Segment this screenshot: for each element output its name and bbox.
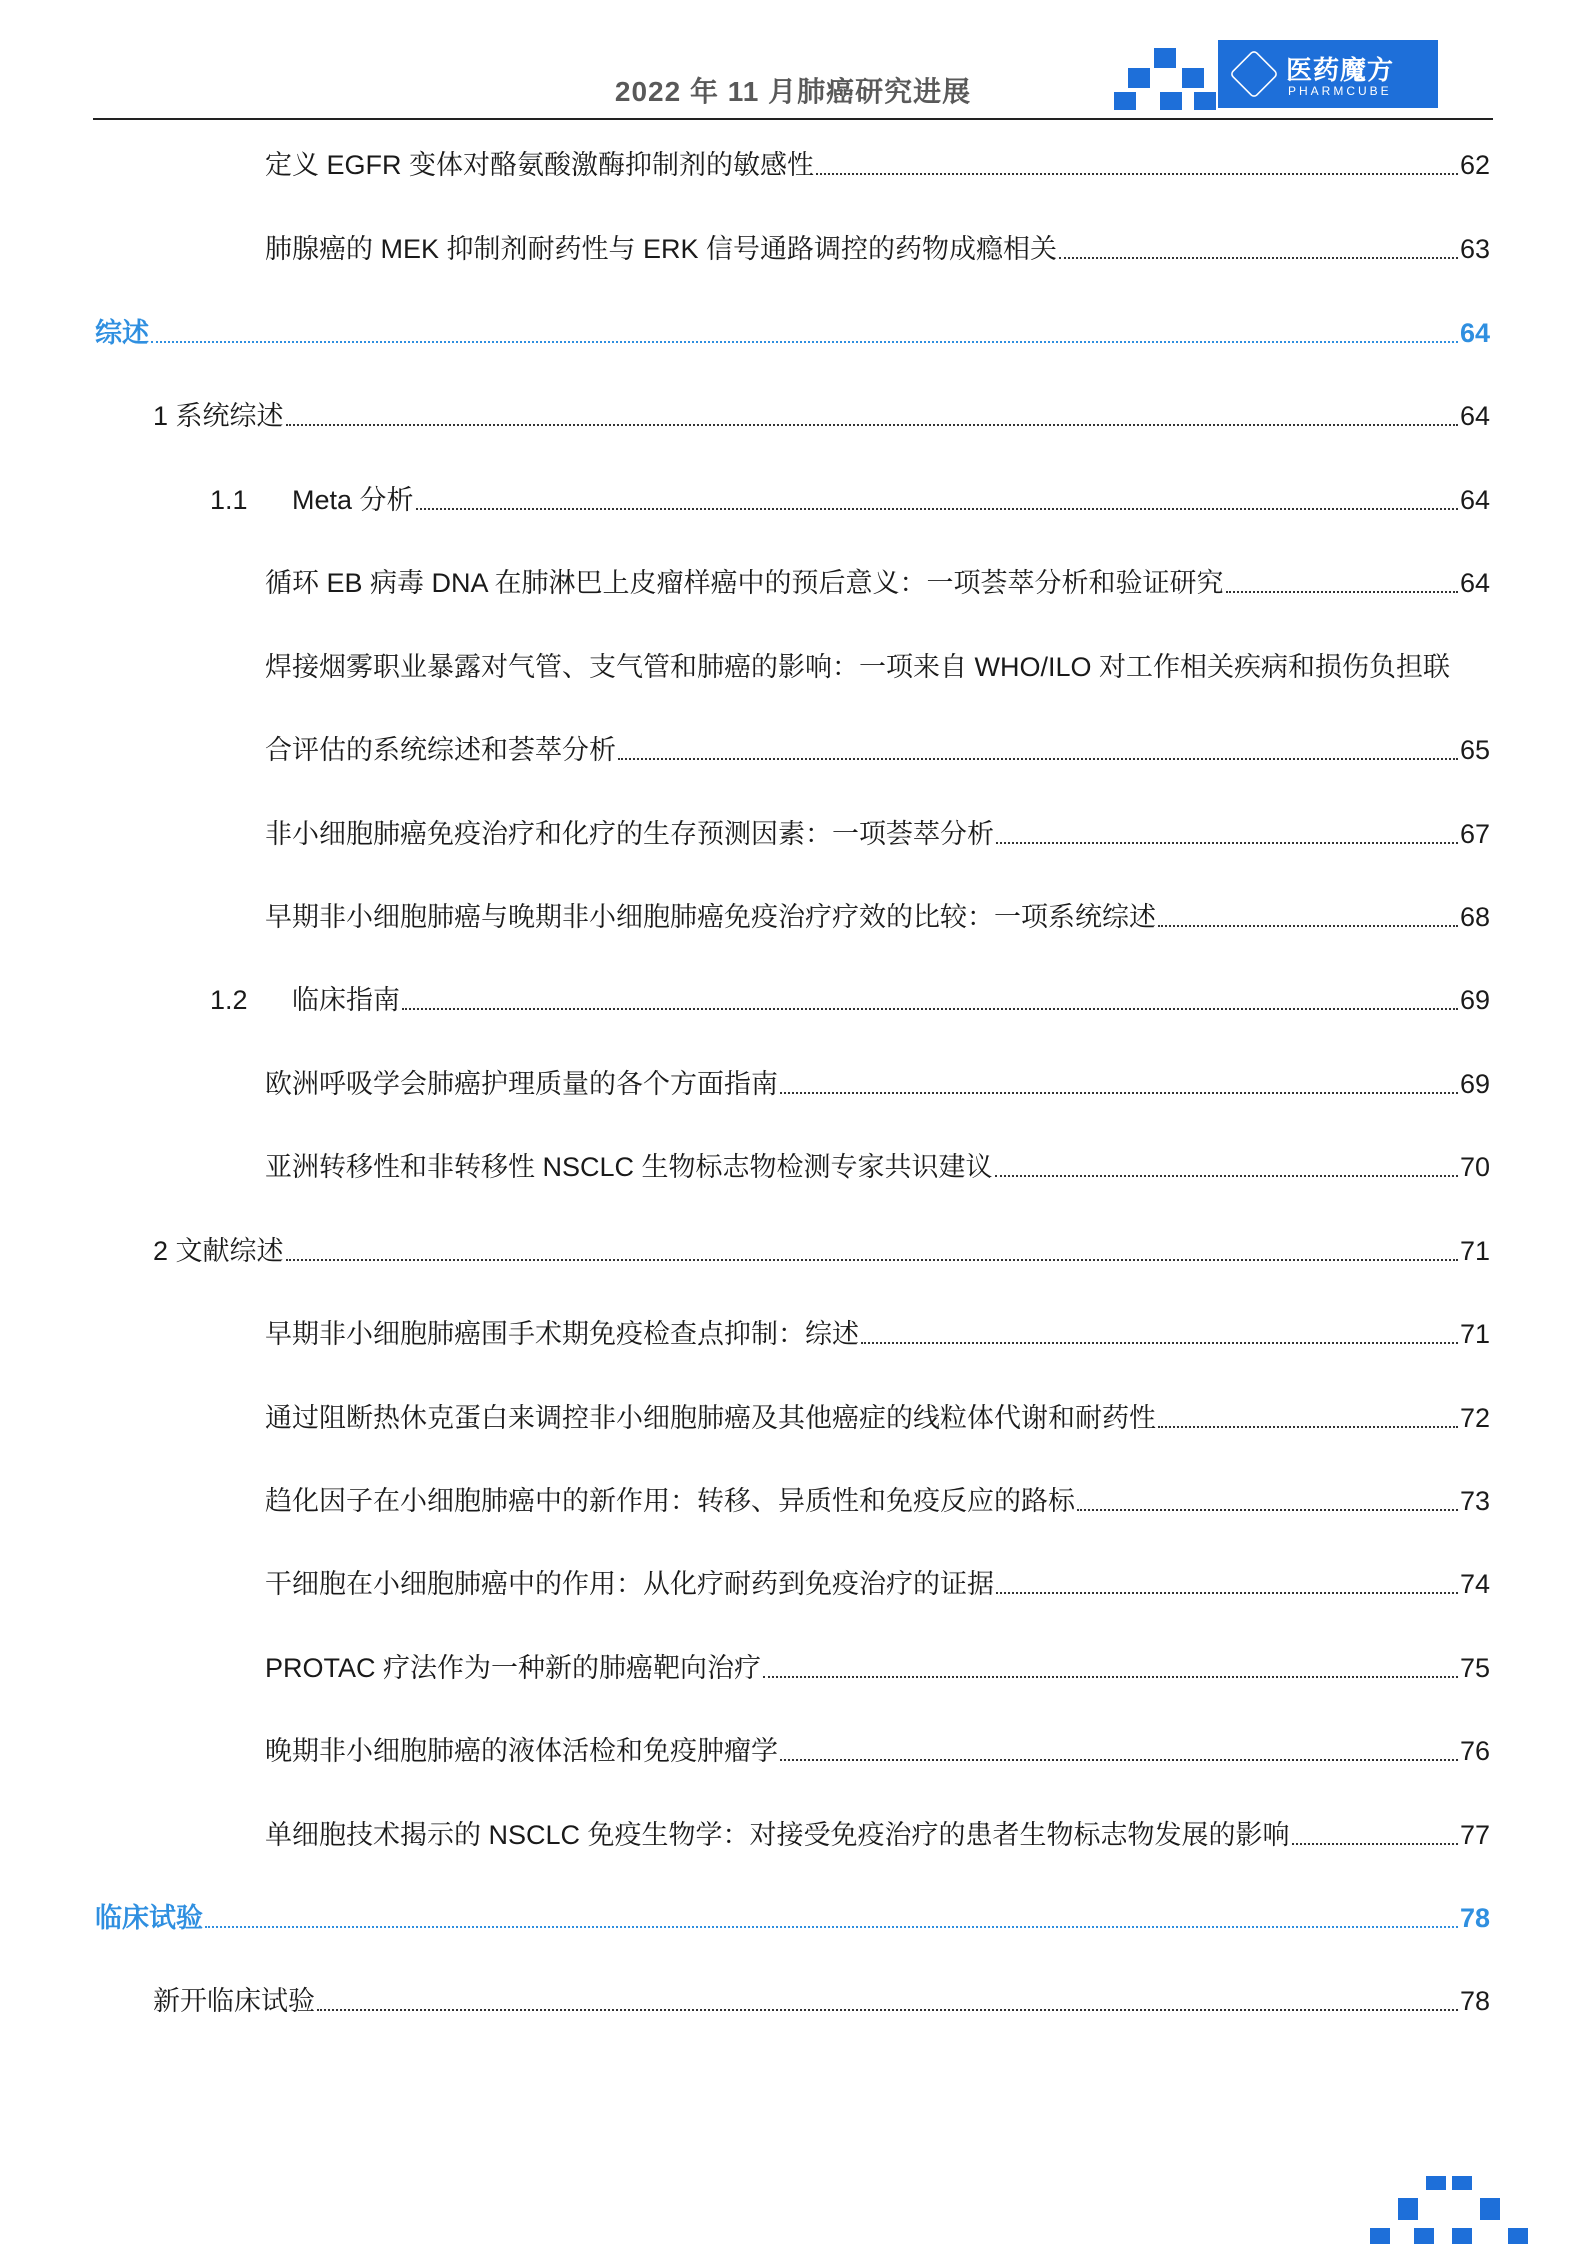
toc-section-2[interactable]: 2 文献综述 71 [153, 1236, 1490, 1266]
toc-entry[interactable]: 早期非小细胞肺癌围手术期免疫检查点抑制：综述 71 [265, 1319, 1490, 1349]
logo-text: 医药魔方 [1286, 55, 1395, 85]
pharmcube-logo [1218, 40, 1438, 108]
toc-entry[interactable]: 合评估的系统综述和荟萃分析 65 [265, 735, 1490, 765]
toc-entry[interactable]: 肺腺癌的 MEK 抑制剂耐药性与 ERK 信号通路调控的药物成瘾相关 63 [265, 234, 1490, 264]
toc-subsection-1-2[interactable]: 1.2 临床指南 69 [210, 985, 1490, 1015]
toc-entry-line1[interactable]: 焊接烟雾职业暴露对气管、支气管和肺癌的影响：一项来自 WHO/ILO 对工作相关疾病和损伤负担联 [265, 652, 1451, 682]
toc-entry[interactable]: 通过阻断热休克蛋白来调控非小细胞肺癌及其他癌症的线粒体代谢和耐药性 72 [265, 1403, 1490, 1433]
toc-section-new-trials[interactable]: 新开临床试验 78 [153, 1986, 1490, 2016]
logo-subtext: PHARMCUBE [1288, 84, 1392, 98]
toc-entry[interactable]: 亚洲转移性和非转移性 NSCLC 生物标志物检测专家共识建议 70 [265, 1152, 1490, 1182]
toc-entry[interactable]: 早期非小细胞肺癌与晚期非小细胞肺癌免疫治疗疗效的比较：一项系统综述 68 [265, 902, 1490, 932]
toc-entry[interactable]: PROTAC 疗法作为一种新的肺癌靶向治疗 75 [265, 1653, 1490, 1683]
toc-entry[interactable]: 循环 EB 病毒 DNA 在肺淋巴上皮瘤样癌中的预后意义：一项荟萃分析和验证研究 64 [265, 568, 1490, 598]
header-divider [93, 118, 1493, 120]
toc-chapter-review[interactable]: 综述 64 [95, 318, 1490, 348]
toc-entry[interactable]: 单细胞技术揭示的 NSCLC 免疫生物学：对接受免疫治疗的患者生物标志物发展的影响 77 [265, 1820, 1490, 1850]
toc-chapter-clinical-trials[interactable]: 临床试验 78 [95, 1903, 1490, 1933]
pharmcube-logo-icon [1229, 49, 1279, 99]
toc-entry[interactable]: 趋化因子在小细胞肺癌中的新作用：转移、异质性和免疫反应的路标 73 [265, 1486, 1490, 1516]
toc-entry[interactable]: 定义 EGFR 变体对酪氨酸激酶抑制剂的敏感性 62 [265, 150, 1490, 180]
toc-section-1[interactable]: 1 系统综述 64 [153, 401, 1490, 431]
toc-entry[interactable]: 晚期非小细胞肺癌的液体活检和免疫肿瘤学 76 [265, 1736, 1490, 1766]
toc-entry[interactable]: 干细胞在小细胞肺癌中的作用：从化疗耐药到免疫治疗的证据 74 [265, 1569, 1490, 1599]
toc-entry[interactable]: 非小细胞肺癌免疫治疗和化疗的生存预测因素：一项荟萃分析 67 [265, 819, 1490, 849]
page-header-title: 2022 年 11 月肺癌研究进展 [614, 76, 972, 107]
toc-entry[interactable]: 欧洲呼吸学会肺癌护理质量的各个方面指南 69 [265, 1069, 1490, 1099]
toc-subsection-1-1[interactable]: 1.1 Meta 分析 64 [210, 485, 1490, 515]
